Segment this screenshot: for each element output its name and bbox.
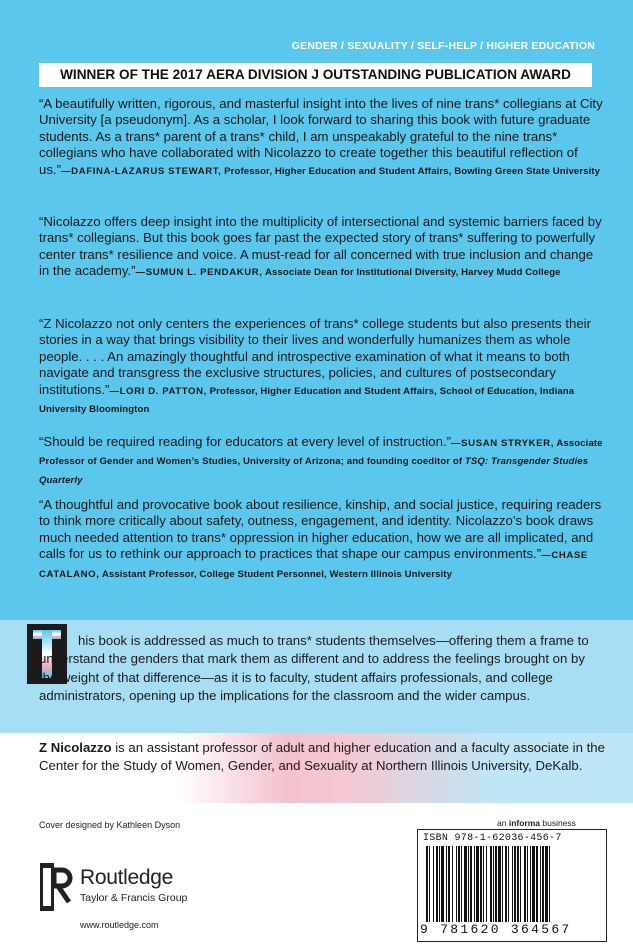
endorsement-quote [39, 434, 604, 489]
barcode-bar [476, 846, 479, 922]
barcode-bar [439, 846, 440, 922]
book-description: his book is addressed as much to trans* students themselves—offering them a frame to understand the genders that mark them as different and to address the feelings brought on by the weight of that difference—as it is to faculty, student affairs professionals, and college administrators, opening up the implications for the classroom and the wider campus. [39, 633, 589, 704]
barcode-bars [424, 846, 600, 922]
barcode-bar [464, 846, 467, 922]
quote-author: —CHASE CATALANO, [39, 550, 588, 580]
publisher-website[interactable]: www.routledge.com [80, 920, 159, 930]
barcode-bar [520, 846, 521, 922]
barcode-bar [429, 846, 430, 922]
quote-author: —SUMUN L. PENDAKUR, [135, 267, 263, 279]
quote-text: “Should be required reading for educators at every level of instruction.” [39, 434, 451, 449]
barcode-bar [498, 846, 501, 922]
quote-text: “A thoughtful and provocative book about resilience, kinship, and social justice, requiring readers to think more critically about safety, outness, engagement, and identity. Nicolazzo’s book draws much needed attention to trans* oppression in higher education, how we are all implicated, and calls for us to rethink our approach to practices that shape our campus environments.” [39, 497, 602, 562]
barcode-bar [549, 846, 550, 922]
barcode-bar [530, 846, 531, 922]
informa-word: informa [508, 818, 540, 828]
barcode-bar [502, 846, 503, 922]
quote-affiliation: Assistant Professor, College Student Personnel, Western Illinois University [99, 568, 453, 580]
journal-title: TSQ: Transgender Studies Quarterly [39, 456, 589, 486]
barcode-bar [536, 846, 538, 922]
barcode-bar [514, 846, 516, 922]
barcode-bar [540, 846, 541, 922]
author-name: Z Nicolazzo [39, 740, 112, 755]
quote-text: “Z Nicolazzo not only centers the experiences of trans* college students but also presents their stories in a way that brings visibility to their lives and wonderfully humanizes them as whole people. . . . An amazingly thoughtful and introspective examination of what it means to both navigate and transgress the exclusive structures, policies, and cultures of postsecondary institutions.” [39, 316, 591, 397]
barcode-bar [486, 846, 487, 922]
quote-author: —LORI D. PATTON, [109, 385, 207, 397]
informa-prefix: an [497, 818, 509, 828]
barcode-bar [436, 846, 438, 922]
barcode-bar [468, 846, 469, 922]
informa-suffix: business [540, 818, 576, 828]
barcode-bar [505, 846, 507, 922]
quote-author: —DAFINA-LAZARUS STEWART, [60, 165, 222, 177]
barcode-bar [433, 846, 434, 922]
quote-affiliation: Associate Professor of Gender and Women’s Studies, University of Arizona; and founding coeditor of [39, 438, 603, 468]
barcode-bar [483, 846, 484, 922]
endorsement-quote [39, 214, 604, 282]
endorsement-quote [39, 497, 604, 583]
endorsement-quote [39, 96, 604, 180]
barcode-bar [512, 846, 513, 922]
barcode-bar [448, 846, 450, 922]
barcode-bar [426, 846, 428, 922]
barcode-bar [493, 846, 494, 922]
cover-designer-credit: Cover designed by Kathleen Dyson [39, 820, 181, 830]
quote-affiliation: Associate Dean for Institutional Diversity, Harvey Mudd College [262, 267, 561, 279]
barcode-bar [452, 846, 453, 922]
barcode-bar [490, 846, 492, 922]
quote-affiliation: Professor, Higher Education and Student Affairs, School of Education, Indiana University Bloomington [39, 385, 575, 416]
barcode-bar [470, 846, 472, 922]
routledge-logo-icon [39, 862, 73, 914]
author-bio-text: is an assistant professor of adult and higher education and a faculty associate in the Center for the Study of Women, Gender, and Sexuality at Northern Illinois University, DeKalb. [39, 740, 605, 774]
barcode-bar [458, 846, 460, 922]
barcode-bar [456, 846, 457, 922]
informa-tagline [497, 818, 576, 828]
barcode-bar [446, 846, 447, 922]
isbn-label: ISBN 978-1-62036-456-7 [423, 833, 562, 844]
barcode-bar [508, 846, 509, 922]
publisher-group: Taylor & Francis Group [80, 892, 188, 904]
barcode-bar [532, 846, 535, 922]
category-line: GENDER / SEXUALITY / SELF-HELP / HIGHER EDUCATION [291, 40, 595, 52]
quote-affiliation: Professor, Higher Education and Student Affairs, Bowling Green State University [221, 165, 601, 177]
barcode-bar [495, 846, 497, 922]
barcode-bar [517, 846, 519, 922]
barcode-bar [545, 846, 548, 922]
award-banner: WINNER OF THE 2017 AERA DIVISION J OUTSTANDING PUBLICATION AWARD [39, 63, 592, 87]
barcode-bar [524, 846, 526, 922]
endorsement-quote [39, 316, 604, 418]
author-bio [39, 739, 609, 776]
barcode-bar [480, 846, 482, 922]
quote-text: “A beautifully written, rigorous, and masterful insight into the lives of nine trans* collegians at City University [a pseudonym]. As a scholar, I look forward to sharing this book with future graduate students. As a trans* parent of a trans* child, I am unspeakably grateful to the nine trans* collegians who have collaborated with Nicolazzo to create together this beautiful reflection of us.” [39, 96, 603, 177]
quote-author: —SUSAN STRYKER, [450, 438, 554, 449]
barcode-bar [542, 846, 544, 922]
publisher-name: Routledge [80, 866, 174, 889]
quote-text: “Nicolazzo offers deep insight into the multiplicity of intersectional and systemic barriers faced by trans* collegians. But this book goes far past the expected story of trans* suffering to powerfully center trans* resilience and voice. A must-read for all concerned with true inclusion and change in the academy.” [39, 214, 602, 279]
barcode-bar [527, 846, 528, 922]
barcode-bar [474, 846, 475, 922]
barcode-bar [441, 846, 444, 922]
barcode-number: 9 781620 364567 [420, 922, 572, 937]
barcode-bar [461, 846, 462, 922]
